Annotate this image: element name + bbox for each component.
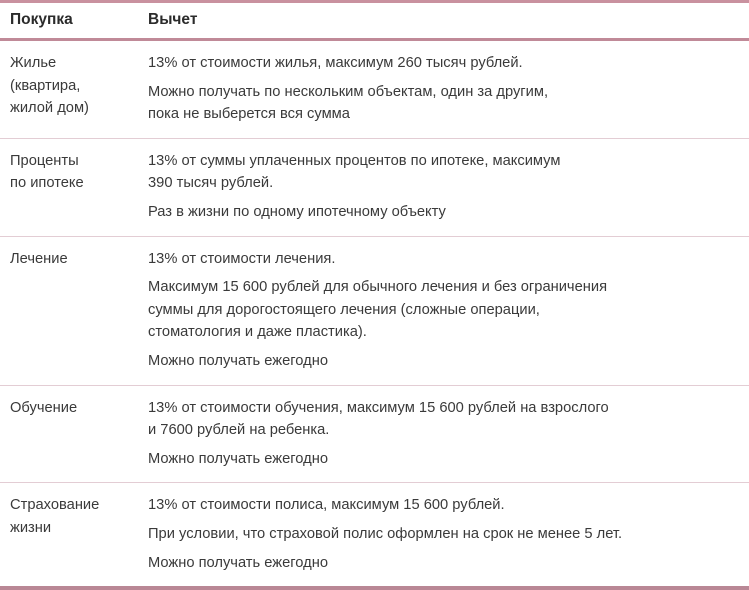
- table-row: [0, 40, 749, 139]
- cell-deduction: [148, 236, 749, 385]
- cell-purchase: [0, 138, 148, 236]
- deduction-line: Максимум 15 600 рублей для обычного лечения и без ограничения: [148, 279, 608, 296]
- deduction-paragraph: [148, 150, 735, 195]
- deduction-paragraph: [148, 552, 735, 575]
- deduction-line: 13% от стоимости лечения.: [148, 250, 336, 267]
- purchase-line: по ипотеке: [10, 175, 84, 192]
- purchase-line: жизни: [10, 519, 52, 536]
- purchase-line: Страхование: [10, 497, 100, 514]
- deduction-line: При условии, что страховой полис оформлен на срок не менее 5 лет.: [148, 525, 623, 542]
- deduction-line: 13% от стоимости жилья, максимум 260 тысяч рублей.: [148, 55, 523, 71]
- table-body: [0, 40, 749, 589]
- deduction-paragraph: [148, 397, 735, 442]
- purchase-line: Жилье: [10, 55, 57, 71]
- deduction-line: Можно получать ежегодно: [148, 450, 328, 467]
- deduction-line: пока не выберется вся сумма: [148, 106, 350, 123]
- purchase-line: жилой дом): [10, 100, 89, 117]
- deduction-paragraph: [148, 276, 735, 344]
- deduction-line: 13% от суммы уплаченных процентов по ипотеке, максимум: [148, 152, 561, 169]
- deduction-paragraph: [148, 350, 735, 373]
- cell-deduction: [148, 483, 749, 588]
- cell-purchase: [0, 236, 148, 385]
- table-row: [0, 385, 749, 483]
- deduction-paragraph: [148, 201, 735, 224]
- table-header-row: [0, 2, 749, 40]
- deduction-line: 13% от стоимости полиса, максимум 15 600 рублей.: [148, 497, 505, 514]
- column-header-deduction: Вычет: [148, 11, 198, 28]
- cell-deduction: [148, 138, 749, 236]
- deduction-line: суммы для дорогостоящего лечения (сложные операции,: [148, 301, 540, 318]
- column-header-purchase: Покупка: [10, 11, 73, 28]
- cell-deduction: [148, 40, 749, 139]
- deduction-line: стоматология и даже пластика).: [148, 324, 367, 341]
- deduction-line: Раз в жизни по одному ипотечному объекту: [148, 203, 446, 220]
- purchase-line: Проценты: [10, 152, 79, 169]
- table-row: [0, 236, 749, 385]
- deduction-line: 390 тысяч рублей.: [148, 175, 274, 192]
- deduction-line: Можно получать ежегодно: [148, 554, 328, 571]
- cell-purchase: [0, 483, 148, 588]
- purchase-line: Лечение: [10, 250, 68, 267]
- deduction-paragraph: [148, 52, 735, 75]
- deduction-paragraph: [148, 523, 735, 546]
- deduction-line: 13% от стоимости обучения, максимум 15 600 рублей на взрослого: [148, 399, 609, 416]
- table-row: [0, 483, 749, 588]
- deduction-paragraph: [148, 494, 735, 517]
- purchase-line: Обучение: [10, 399, 78, 416]
- deduction-line: Можно получать по нескольким объектам, один за другим,: [148, 83, 549, 100]
- deduction-paragraph: [148, 448, 735, 471]
- deduction-paragraph: [148, 248, 735, 271]
- deduction-paragraph: [148, 81, 735, 126]
- deduction-line: Можно получать ежегодно: [148, 352, 328, 369]
- cell-deduction: [148, 385, 749, 483]
- table-header: [0, 2, 749, 40]
- table-row: [0, 138, 749, 236]
- deduction-line: и 7600 рублей на ребенка.: [148, 422, 330, 439]
- cell-purchase: [0, 40, 148, 139]
- purchase-line: (квартира,: [10, 77, 81, 94]
- cell-purchase: [0, 385, 148, 483]
